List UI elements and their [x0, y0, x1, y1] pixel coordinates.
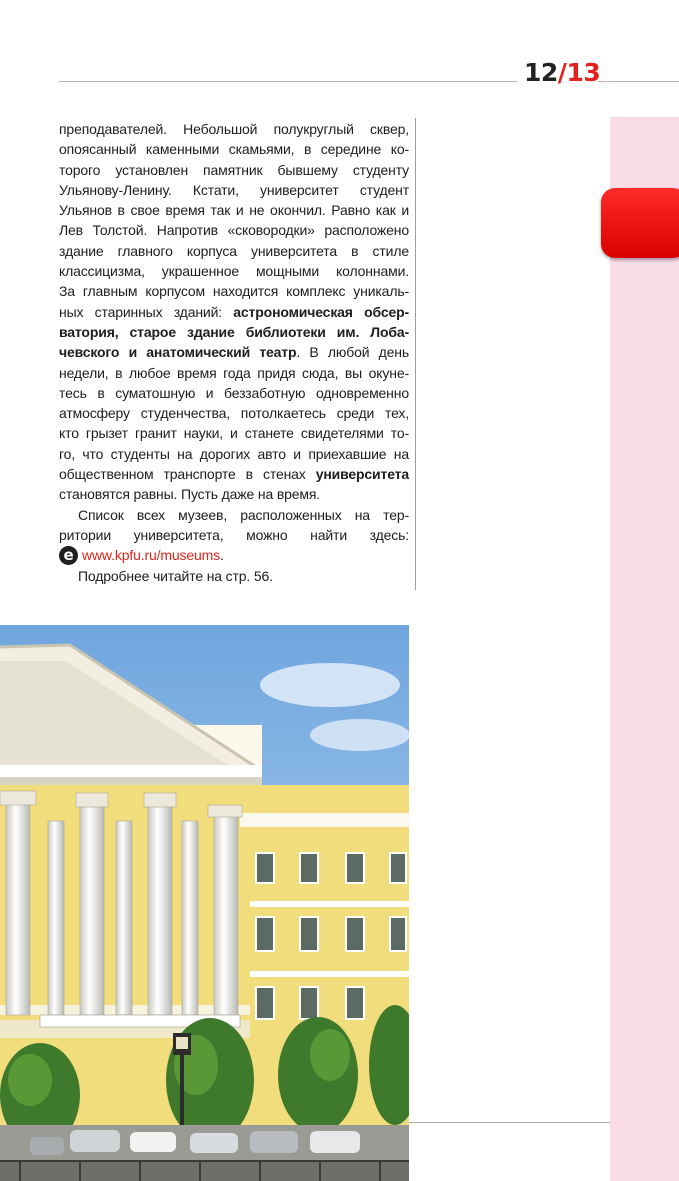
- body-text: [59, 119, 409, 586]
- page-number: 12/13: [524, 58, 601, 87]
- text-line: го, что студенты на дорогих авто и приехавшие на: [59, 445, 409, 462]
- museums-link[interactable]: www.kpfu.ru/museums: [82, 547, 220, 564]
- text-line: классицизма, украшенное мощными колоннами.: [59, 263, 409, 280]
- text-line: Список всех музеев, расположенных на тер-: [78, 506, 409, 523]
- text-line: здание главного корпуса университета в стиле: [59, 242, 409, 259]
- highlight-text: ватория, старое здание библиотеки им. Лоба-: [59, 323, 409, 340]
- text-line: общественном транспорте в стенах университета: [59, 466, 409, 483]
- text-line: преподавателей. Небольшой полукруглый сквер,: [59, 121, 409, 137]
- text-line: Ульянов в свое время так и не окончил. Равно как и: [59, 202, 409, 219]
- text-line: чевского и анатомический театр. В любой день: [59, 344, 409, 361]
- text-line: торого установлен памятник бывшему студенту: [59, 161, 409, 178]
- highlight-text: астрономическая обсер-: [233, 303, 410, 320]
- text-line: тесь в суматошную и беззаботную одновременно: [59, 384, 409, 401]
- header-rule-left: [59, 81, 518, 82]
- text-line: Ульянову-Ленину. Кстати, университет студент: [59, 181, 409, 198]
- text-line: ных старинных зданий: астрономическая обсер-: [59, 303, 410, 320]
- text-line: [59, 322, 409, 342]
- side-color-band: [610, 117, 679, 1181]
- chapter-tab[interactable]: [601, 188, 679, 258]
- text-line: недели, в любое время года придя сюда, вы окуне-: [59, 364, 409, 381]
- text-line: Лев Толстой. Напротив «сковородки» расположено: [59, 222, 409, 239]
- highlight-text: чевского и анатомический театр: [59, 344, 297, 361]
- text-line: опоясанный каменными скамьями, в середине ко-: [59, 141, 409, 158]
- link-line: e www.kpfu.ru/museums .: [59, 545, 409, 565]
- web-link-icon: e: [59, 546, 78, 565]
- highlight-text: университета: [315, 466, 409, 483]
- text-line: кто грызет гранит науки, и станете свидетелями то-: [59, 425, 409, 442]
- text-line: За главным корпусом находится комплекс уникаль-: [59, 283, 409, 300]
- column-rule: [415, 118, 416, 590]
- text-line: становятся равны. Пусть даже на время.: [59, 486, 321, 503]
- footer-rule: [409, 1122, 610, 1123]
- page-reference: Подробнее читайте на стр. 56.: [78, 567, 273, 584]
- text-line: ритории университета, можно найти здесь:: [59, 526, 409, 543]
- header-rule-right: [598, 81, 679, 82]
- university-building-photo: [0, 625, 409, 1181]
- text-line: атмосферу студенчества, потолкаетесь среди тех,: [59, 405, 409, 422]
